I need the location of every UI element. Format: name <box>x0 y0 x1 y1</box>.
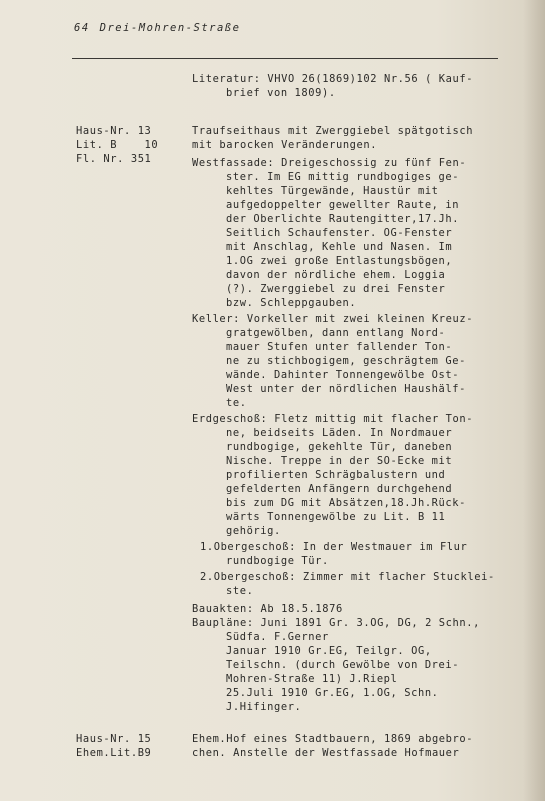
text-line: bis zum DG mit Absätzen,18.Jh.Rück- <box>226 497 466 509</box>
text-line: 1.Obergeschoß: In der Westmauer im Flur <box>200 541 468 553</box>
literatur-line: Literatur: VHVO 26(1869)102 Nr.56 ( Kauf- <box>192 73 474 85</box>
text-line: ne zu stichbogigem, geschrägtem Ge- <box>226 355 466 367</box>
text-line: ster. Im EG mittig rundbogiges ge- <box>226 171 460 183</box>
text-line: wärts Tonnengewölbe zu Lit. B 11 <box>226 511 446 523</box>
text-line: Januar 1910 Gr.EG, Teilgr. OG, <box>226 645 432 657</box>
text-line: rundbogige Tür. <box>226 555 329 567</box>
text-line: Ehem.Hof eines Stadtbauern, 1869 abgebro- <box>192 733 474 745</box>
text-line: gratgewölben, dann entlang Nord- <box>226 327 446 339</box>
text-line: Baupläne: Juni 1891 Gr. 3.OG, DG, 2 Schn., <box>192 617 480 629</box>
margin-label: Haus-Nr. 13 <box>76 125 152 137</box>
text-line: davon der nördliche ehem. Loggia <box>226 269 446 281</box>
margin-label: Ehem.Lit.B9 <box>76 747 152 759</box>
text-line: J.Hifinger. <box>226 701 302 713</box>
text-line: Teilschn. (durch Gewölbe von Drei- <box>226 659 460 671</box>
text-line: Seitlich Schaufenster. OG-Fenster <box>226 227 453 239</box>
text-line: gefelderten Anfängern durchgehend <box>226 483 453 495</box>
text-line: Traufseithaus mit Zwerggiebel spätgotisch <box>192 125 474 137</box>
literatur-line: brief von 1809). <box>226 87 336 99</box>
text-line: Westfassade: Dreigeschossig zu fünf Fen- <box>192 157 467 169</box>
page-number: 64 <box>74 22 90 34</box>
text-line: Nische. Treppe in der SO-Ecke mit <box>226 455 453 467</box>
text-line: 1.OG zwei große Entlastungsbögen, <box>226 255 453 267</box>
margin-label: Fl. Nr. 351 <box>76 153 152 165</box>
text-line: West unter der nördlichen Haushälf- <box>226 383 466 395</box>
text-line: mit barocken Veränderungen. <box>192 139 378 151</box>
text-line: kehltes Türgewände, Haustür mit <box>226 185 439 197</box>
text-line: 2.Obergeschoß: Zimmer mit flacher Stucklei- <box>200 571 495 583</box>
text-line: Südfa. F.Gerner <box>226 631 329 643</box>
text-line: 25.Juli 1910 Gr.EG, 1.OG, Schn. <box>226 687 439 699</box>
text-line: wände. Dahinter Tonnengewölbe Ost- <box>226 369 460 381</box>
text-line: (?). Zwerggiebel zu drei Fenster <box>226 283 446 295</box>
text-line: te. <box>226 397 247 409</box>
text-line: Mohren-Straße 11) J.Riepl <box>226 673 398 685</box>
header-rule <box>72 58 498 59</box>
text-line: Keller: Vorkeller mit zwei kleinen Kreuz- <box>192 313 474 325</box>
text-line: chen. Anstelle der Westfassade Hofmauer <box>192 747 460 759</box>
text-line: aufgedoppelter gewellter Raute, in <box>226 199 460 211</box>
text-line: gehörig. <box>226 525 281 537</box>
text-line: ste. <box>226 585 254 597</box>
text-line: Erdgeschoß: Fletz mittig mit flacher Ton- <box>192 413 474 425</box>
text-line: der Oberlichte Rautengitter,17.Jh. <box>226 213 460 225</box>
text-line: ne, beidseits Läden. In Nordmauer <box>226 427 453 439</box>
margin-label: Haus-Nr. 15 <box>76 733 152 745</box>
text-line: bzw. Schleppgauben. <box>226 297 357 309</box>
text-line: profilierten Schrägbalustern und <box>226 469 446 481</box>
text-line: Bauakten: Ab 18.5.1876 <box>192 603 343 615</box>
text-line: mit Anschlag, Kehle und Nasen. Im <box>226 241 453 253</box>
text-line: mauer Stufen unter fallender Ton- <box>226 341 453 353</box>
margin-label: Lit. B 10 <box>76 139 159 151</box>
running-title: Drei-Mohren-Straße <box>99 22 241 34</box>
text-line: rundbogige, gekehlte Tür, daneben <box>226 441 453 453</box>
page-header <box>74 22 494 34</box>
page-edge-shadow <box>523 0 545 801</box>
